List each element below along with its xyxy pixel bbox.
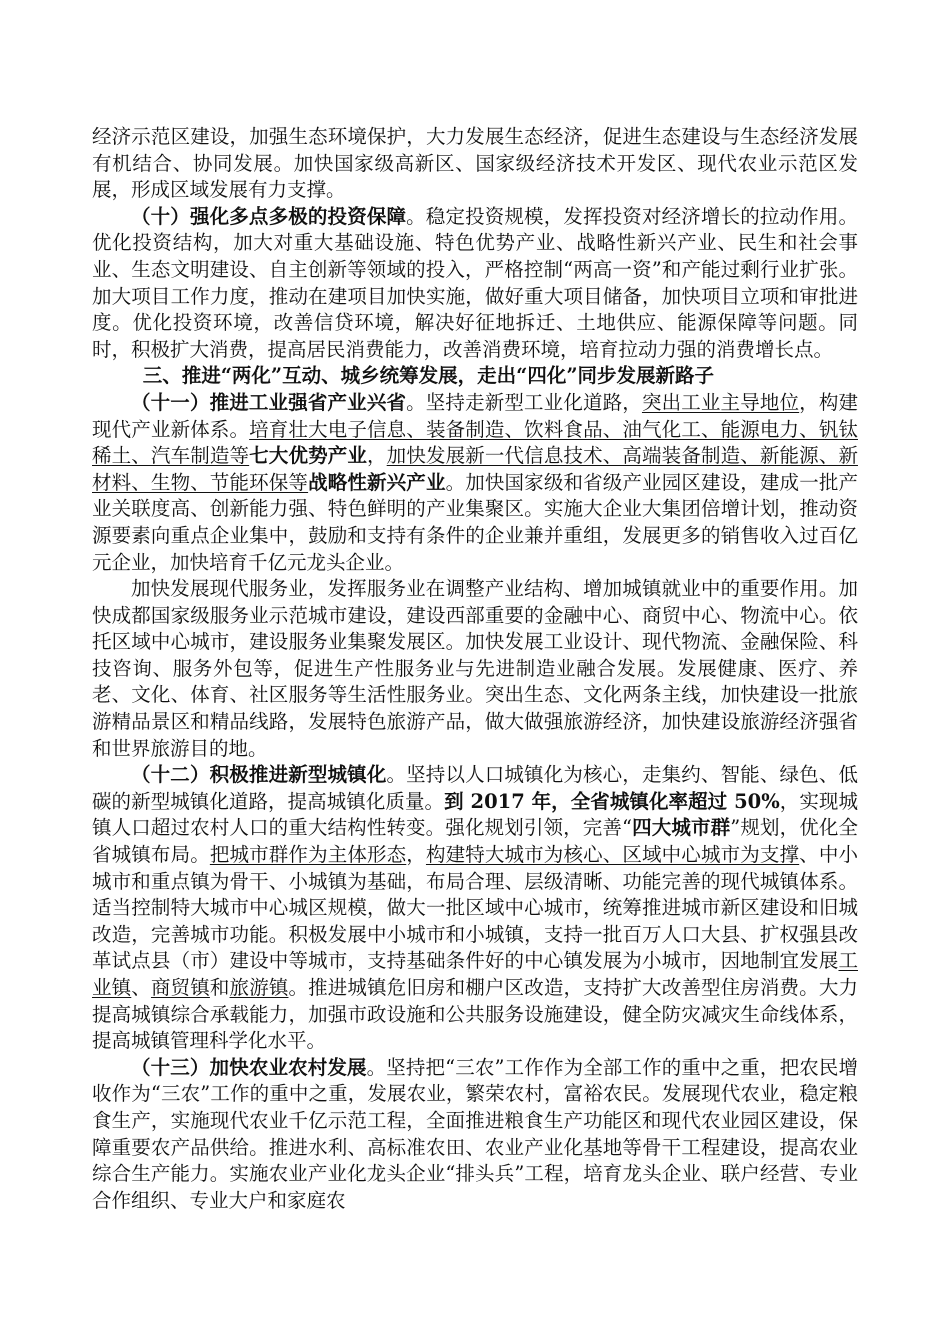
paragraph-investment [92,204,858,364]
paragraph-text: 加快发展现代服务业，发挥服务业在调整产业结构、增加城镇就业中的重要作用。加快成都国家级服务业示范城市建设，建设西部重要的金融中心、商贸中心、物流中心。依托区域中心城市，建设服务业集聚发展区。加快发展工业设计、现代物流、金融保险、科技咨询、服务外包等，促进生产性服务业与先进制造业融合发展。发展健康、医疗、养老、文化、体育、社区服务等生活性服务业。突出生态、文化两条主线，加快建设一批旅游精品景区和精品线路，发展特色旅游产品，做大做强旅游经济，加快建设旅游经济强省和世界旅游目的地。 [92,577,858,760]
bold-text: 战略性新兴产业 [308,470,446,494]
section-title-three: 三、推进“两化”互动、城乡统筹发展，走出“四化”同步发展新路子 [142,364,715,388]
bold-text: 到 2017 年，全省城镇化率超过 50% [444,789,780,813]
text-run: ，构建现代产业新体系。 [92,390,858,441]
text-run: 、中小城市和重点镇为骨干、小城镇为基础，布局合理、层级清晰、功能完善的现代城镇体系。适当控制特大城市中心城区规模，做大一批区域中心城市，统筹推进城市新区建设和旧城改造，完善城市功能。积极发展中小城市和小城镇，支持一批百万人口大县、扩权强县改革试点县（市）建设中等城市，支持基础条件好的中心镇发展为小城市，因地制宜发展 [92,843,858,973]
text-run: 、 [131,976,151,999]
underlined-text: 构建特大城市为核心、区域中心城市为支撑 [425,843,800,867]
text-run: 。坚持走新型工业化道路， [406,390,642,414]
paragraph-text: 。坚持把“三农”工作作为全部工作的重中之重，把农民增收作为“三农”工作的重中之重，发展农业，繁荣农村，富裕农民。发展现代农业，稳定粮食生产，实施现代农业千亿示范工程，全面推进粮食生产功能区和现代农业园区建设，保障重要农产品供给。推进水利、高标准农田、农业产业化基地等骨干工程建设，提高农业综合生产能力。实施农业产业化龙头企业“排头兵”工程，培育龙头企业、联户经营、专业合作组织、专业大户和家庭农 [92,1055,858,1212]
text-run: 和 [209,976,230,999]
text-run: 。坚持以人口城镇化为核心，走集约、智能、绿色、低碳的新型城镇化道路，提高城镇化质量。 [92,763,858,813]
underlined-text: 加快发展新一代信息技术、高端装备制造、新能源、新材料、生物、节能环保等 [92,444,858,494]
underlined-text: 工业镇 [92,949,858,999]
bold-text: 四大城市群 [631,816,731,840]
heading-industry: （十一）推进工业强省产业兴省 [131,390,407,414]
underlined-text: 把城市群作为主体形态 [209,843,407,867]
paragraph-industry [92,390,858,576]
paragraph-agriculture [92,1055,858,1215]
paragraph-urbanization [92,762,858,1055]
underlined-text: 商贸镇 [150,976,210,999]
heading-agriculture: （十三）加快农业农村发展 [131,1055,367,1079]
paragraph-eco-demo-zone [92,124,858,204]
underlined-text: 突出工业主导地位 [641,390,800,414]
paragraph-services [92,576,858,762]
bold-text: 七大优势产业 [249,444,368,468]
heading-urbanization: （十二）积极推进新型城镇化 [131,763,387,787]
text-run: ， [367,444,387,468]
text-run: 。加快国家级和省级产业园区建设，建成一批产业关联度高、创新能力强、特色鲜明的产业集聚区。实施大企业大集团倍增计划，推动资源要素向重点企业集中，鼓励和支持有条件的企业兼并重组，发展更多的销售收入过百亿元企业，加快培育千亿元龙头企业。 [92,470,858,574]
text-run: 。推进城镇危旧房和棚户区改造，支持扩大改善型住房消费。大力提高城镇综合承载能力，加强市政设施和公共服务设施建设，健全防灾减灾生命线体系，提高城镇管理科学化水平。 [92,976,858,1053]
underlined-text: 培育壮大电子信息、装备制造、饮料食品、油气化工、能源电力、钒钛稀土、汽车制造等 [92,417,858,468]
heading-investment: （十）强化多点多极的投资保障 [131,204,407,228]
text-run: ，实现城镇人口超过农村人口的重大结构性转变。强化规划引领，完善“ [92,789,858,840]
text-run: ， [406,843,426,867]
text-run: ”规划，优化全省城镇布局。 [92,816,858,867]
underlined-text: 旅游镇 [229,976,289,999]
paragraph-text: 。稳定投资规模，发挥投资对经济增长的拉动作用。优化投资结构，加大对重大基础设施、特色优势产业、战略性新兴产业、民生和社会事业、生态文明建设、自主创新等领域的投入，严格控制“两高一资”和产能过剩行业扩张。加大项目工作力度，推动在建项目加快实施，做好重大项目储备，加快项目立项和审批进度。优化投资环境，改善信贷环境，解决好征地拆迁、土地供应、能源保障等问题。同时，积极扩大消费，提高居民消费能力，改善消费环境，培育拉动力强的消费增长点。 [92,204,858,361]
paragraph-text: 经济示范区建设，加强生态环境保护，大力发展生态经济，促进生态建设与生态经济发展有机结合、协同发展。加快国家级高新区、国家级经济技术开发区、现代农业示范区发展，形成区域发展有力支撑。 [92,125,858,202]
